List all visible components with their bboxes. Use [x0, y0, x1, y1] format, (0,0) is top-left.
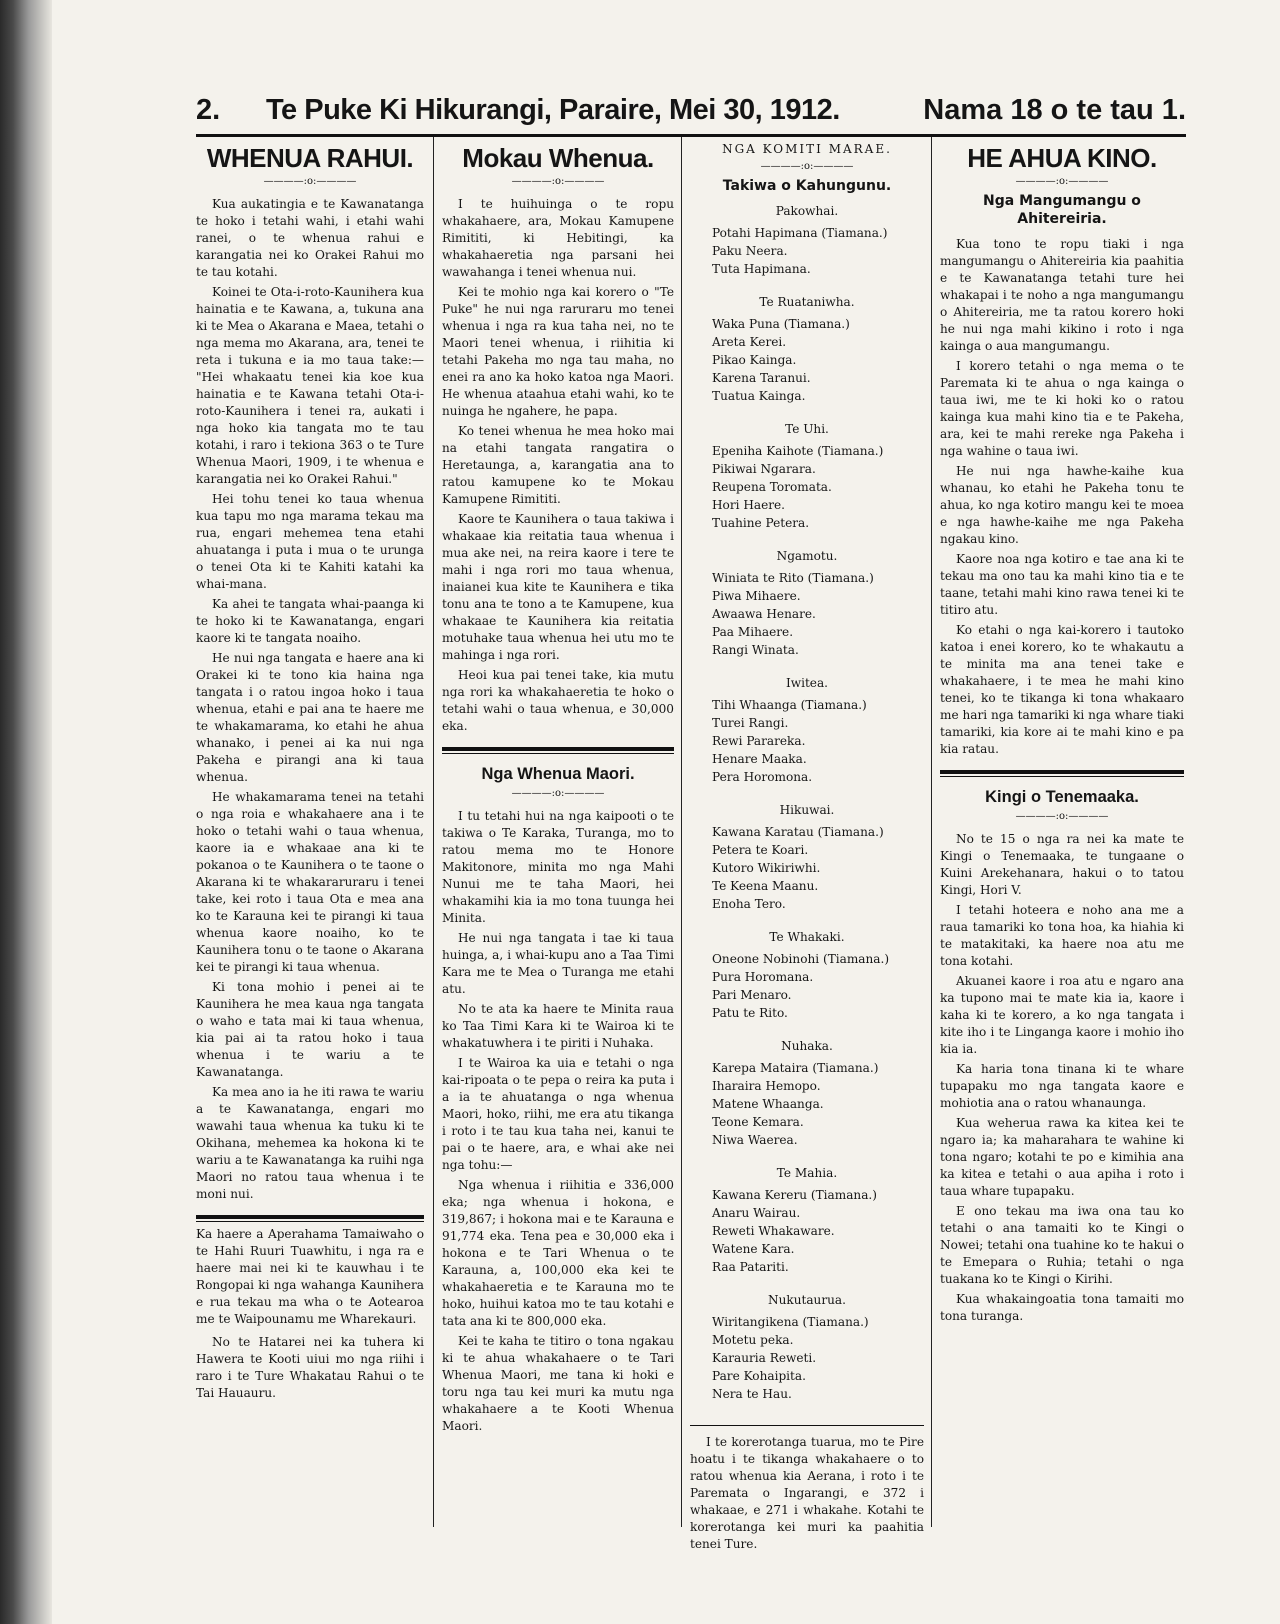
committee-member: Patu te Rito.	[712, 1006, 788, 1020]
committee-name: Te Mahia.	[776, 1166, 838, 1180]
separator: ————:o:————	[1015, 811, 1109, 822]
committee-member: Reupena Toromata.	[712, 480, 832, 494]
article-heading: Nga Whenua Maori.	[481, 765, 635, 783]
article-paragraph: Kua whakaingoatia tona tamaiti mo tona turanga.	[940, 1292, 1184, 1323]
committee-list	[690, 203, 924, 1413]
column-he-ahua-kino	[940, 137, 1184, 1328]
committee-name: Ngamotu.	[776, 549, 838, 563]
committee-member: Niwa Waerea.	[712, 1133, 798, 1147]
committee-name: Pakowhai.	[775, 204, 839, 218]
committee-member: Kawana Kereru (Tiamana.)	[712, 1188, 877, 1202]
committee-name: Hikuwai.	[779, 803, 835, 817]
separator: ————:o:————	[511, 788, 605, 799]
spacer	[690, 1022, 924, 1032]
committee-members	[690, 950, 924, 1022]
column-komiti-marae	[690, 137, 924, 1556]
committee-member: Pikao Kainga.	[712, 353, 797, 367]
spacer	[690, 913, 924, 923]
article-paragraph: Hei tohu tenei ko taua whenua kua tapu mo nga marama tekau ma rua, engari mehemea tena etahi ahuatanga i puta i mua o te urunga o tenei Ota ki te Kahiti katahi ka whai-mana.	[196, 492, 424, 591]
article-body	[442, 808, 674, 1435]
spacer	[690, 659, 924, 669]
committee-member: Matene Whaanga.	[712, 1097, 824, 1111]
spacer	[690, 532, 924, 542]
rule	[196, 1215, 424, 1222]
committee-member: Kawana Karatau (Tiamana.)	[712, 825, 884, 839]
rule	[442, 747, 674, 754]
committee-name: Te Ruataniwha.	[759, 295, 855, 309]
committee-member: Epeniha Kaihote (Tiamana.)	[712, 444, 884, 458]
columns	[196, 137, 1186, 1551]
article-body	[940, 831, 1184, 1325]
page-number: 2.	[196, 94, 221, 126]
article-heading: HE AHUA KINO.	[967, 143, 1157, 173]
committee-members	[690, 1059, 924, 1149]
article-paragraph: I te Wairoa ka uia e tetahi o nga kai-ripoata o te pepa o reira ka puta i a ia te ahuatanga o nga whenua Maori, hoko, riihi, me era atu tikanga i roto i te tau kua taha nei, kanui te pai o te haere, ara, e whai ake nei nga tohu:—	[442, 1056, 674, 1172]
article-paragraph: I korero tetahi o nga mema o te Paremata ki te ahua o nga kainga o taua iwi, me te ki hoki ko o ratou kainga kua mahi kino tia e te Pakeha, ara, kei te mahi rereke nga Pakeha i nga wahine o taua iwi.	[940, 359, 1184, 458]
article-paragraph: No te ata ka haere te Minita raua ko Taa Timi Kara ki te Wairoa ki te whakatuwhera i te piriti i Nuhaka.	[442, 1002, 674, 1050]
column-divider	[681, 137, 682, 1527]
separator: ————:o:————	[263, 176, 357, 187]
committee-member: Rangi Winata.	[712, 643, 799, 657]
committee-members	[690, 1313, 924, 1403]
article-paragraph: Ki tona mohio i penei ai te Kaunihera he mea kaua nga tangata o waho e tata mai ki taua whenua, kia pai ai ta ratou hoko i taua whenua i te wariu a te Kawanatanga.	[196, 980, 424, 1079]
article-body	[196, 196, 424, 1203]
committee-member: Te Keena Maanu.	[712, 879, 819, 893]
committee-member: Waka Puna (Tiamana.)	[712, 317, 850, 331]
committee-member: Karepa Mataira (Tiamana.)	[712, 1061, 879, 1075]
notice-paragraph: No te Hatarei nei ka tuhera ki Hawera te Kooti uiui mo nga riihi i raro i te Ture Whakatau Rahui o te Tai Hauauru.	[196, 1335, 424, 1400]
article-paragraph: I tu tetahi hui na nga kaipooti o te takiwa o Te Karaka, Turanga, mo to ratou mema mo te Honore Makitonore, minita mo nga Mahi Nunui me te taha Maori, hei whakamihi kia ia mo tona tuunga hei Minita.	[442, 809, 674, 925]
separator: ————:o:————	[1015, 176, 1109, 187]
committee-members	[690, 696, 924, 786]
article-heading: Kingi o Tenemaaka.	[985, 788, 1139, 806]
committee-member: Wiritangikena (Tiamana.)	[712, 1315, 869, 1329]
committee-name: Te Whakaki.	[769, 930, 845, 944]
article-paragraph: Kua weherua rawa ka kitea kei te ngaro ia; ka maharahara te wahine ki tona ngaro; kotahi te po e kimihia ana ka kitea e tetahi o aua apiha i roto i taua whare tupapaku.	[940, 1116, 1184, 1198]
article-paragraph: Kaore noa nga kotiro e tae ana ki te tekau ma ono tau ka mahi kino tia e te taane, tetahi mahi kino rawa tenei ki te titiro atu.	[940, 552, 1184, 617]
committee-member: Teone Kemara.	[712, 1115, 804, 1129]
article-paragraph: Ka ahei te tangata whai-paanga ki te hoko ki te Kawanatanga, engari kaore ki te tangata noaiho.	[196, 597, 424, 645]
article-subheading: Nga Mangumangu o Ahitereiria.	[983, 193, 1141, 227]
column-whenua-rahui	[196, 137, 424, 1405]
spacer	[690, 1276, 924, 1286]
article-paragraph: He nui nga hawhe-kaihe kua whanau, ko etahi he Pakeha tonu te ahua, ko nga kotiro mangu kei te moea e nga hawhe-kaihe me nga Pakeha ngakau kino.	[940, 464, 1184, 546]
committee-member: Karauria Reweti.	[712, 1351, 817, 1365]
committee-members	[690, 442, 924, 532]
committee-name: Iwitea.	[785, 676, 829, 690]
committee-member: Anaru Wairau.	[712, 1206, 801, 1220]
committee-member: Karena Taranui.	[712, 371, 811, 385]
committee-member: Pare Kohaipita.	[712, 1369, 806, 1383]
article-paragraph: Akuanei kaore i roa atu e ngaro ana ka tupono mai te mate kia ia, kaore i kaha ki te korero, a ko nga tangata i kite iho i te Linganga kaore i mohio iho kia ia.	[940, 974, 1184, 1056]
article-body	[940, 236, 1184, 758]
article-paragraph: Kaore te Kaunihera o taua takiwa i whakaae kia reitatia taua whenua i mua ake nei, na reira kaore i tere te mahi i nga rori mo taua whenua, inaianei kua kite te Kaunihera e tika tonu ana te tono a te Kamupene, kua whakaae te Kaunihera kia reitatia motuhake taua whenua hei utu mo te mahinga i nga rori.	[442, 512, 674, 662]
committee-members	[690, 315, 924, 405]
committee-name: Nuhaka.	[781, 1039, 833, 1053]
committee-member: Paku Neera.	[712, 244, 788, 258]
article-heading: NGA KOMITI MARAE.	[722, 142, 892, 156]
committee-members	[690, 1186, 924, 1276]
committee-member: Pari Menaro.	[712, 988, 792, 1002]
spacer	[690, 278, 924, 288]
committee-name: Nukutaurua.	[768, 1293, 846, 1307]
article-paragraph: He whakamarama tenei na tetahi o nga roia e whakahaere ana i te hoko o tetahi wahi o taua whenua, kaore ia e whakaae ana ki te pokanoa o te Kaunihera o te taone o Akarana ki te whakararuraru i tenei take, kei roto i taua Ota e mea ana ko te Karauna kei te pirangi ki taua whenua kaore noaiho, ko te Kaunihera tonu o te taone o Akarana kei te pirangi ki taua whenua.	[196, 790, 424, 974]
committee-member: Enoha Tero.	[712, 897, 786, 911]
notice-paragraph: Ka haere a Aperahama Tamaiwaho o te Hahi Ruuri Tuawhitu, i nga ra e haere mai nei ki te kauwhau i te Rongopai ki nga wahanga Kaunihera e rua tekau ma wha o te Aotearoa me te Waipounamu me Wharekauri.	[196, 1227, 424, 1326]
committee-members	[690, 823, 924, 913]
article-paragraph: No te 15 o nga ra nei ka mate te Kingi o Tenemaaka, te tungaane o Kuini Arekehanara, hakui o to tatou Kingi, Hori V.	[940, 832, 1184, 897]
article-paragraph: Kua tono te ropu tiaki i nga mangumangu o Ahitereiria kia paahitia e te Kawanatanga tetahi ture hei whakapai i te noho a nga mangumangu o Ahitereiria, me ta ratou korero hoki he nui nga mahi kikino i roto i nga kainga o aua mangumangu.	[940, 237, 1184, 353]
separator: ————:o:————	[760, 161, 854, 172]
committee-member: Potahi Hapimana (Tiamana.)	[712, 226, 888, 240]
committee-member: Iharaira Hemopo.	[712, 1079, 821, 1093]
article-paragraph: I tetahi hoteera e noho ana me a raua tamariki ko tona hoa, ka hiahia ki te matakitaki, ka haere noa atu me tona kotahi.	[940, 903, 1184, 968]
committee-member: Areta Kerei.	[712, 335, 787, 349]
article-body	[442, 196, 674, 735]
article-paragraph: Kei te kaha te titiro o tona ngakau ki te ahua whakahaere o te Tari Whenua Maori, me tana ki hoki e toru nga tau kei muri ka mutu nga whakahaere a te Kooti Whenua Maori.	[442, 1334, 674, 1433]
committee-member: Watene Kara.	[712, 1242, 795, 1256]
column-divider	[931, 137, 932, 1527]
committee-member: Tuahine Petera.	[712, 516, 810, 530]
article-paragraph: I te huihuinga o te ropu whakahaere, ara, Mokau Kamupene Rimititi, ki Hebitingi, ka whakahaeretia nga parsani hei wawahanga i tenei whenua nui.	[442, 197, 674, 279]
article-paragraph: Koinei te Ota-i-roto-Kaunihera kua hainatia e te Kawana, a, tukuna ana ki te Mea o Akarana e Maea, tetahi o nga mema mo Akarana, ara, tenei te reta i tukuna e ia mo taua take:— "Hei whakaatu tenei kia koe kua hainatia e te Kawana tetahi Ota-i-roto-Kaunihera i tenei ra, aukati i nga hoko kia tangata mo te tau kotahi, i raro i tekiona 363 o te Ture Whenua Maori, 1909, i te whenua e karangatia nei ko Orakei Rahui."	[196, 285, 424, 486]
separator: ————:o:————	[511, 176, 605, 187]
column-mokau-whenua	[442, 137, 674, 1438]
article-paragraph: Ka mea ano ia he iti rawa te wariu a te Kawanatanga, engari mo wawahi taua whenua ka tuku ki te Okihana, mehemea ka hokona ki te wariu a te Kawanatanga ka ruihi nga Maori no ratou taua whenua i te moni nui.	[196, 1085, 424, 1201]
article-paragraph: He nui nga tangata i tae ki taua huinga, a, i whai-kupu ano a Taa Timi Kara me te Mea o Turanga me etahi atu.	[442, 931, 674, 996]
committee-member: Henare Maaka.	[712, 752, 807, 766]
committee-member: Raa Patariti.	[712, 1260, 789, 1274]
committee-member: Paa Mihaere.	[712, 625, 794, 639]
committee-member: Turei Rangi.	[712, 716, 789, 730]
committee-member: Hori Haere.	[712, 498, 786, 512]
article-paragraph: Nga whenua i riihitia e 336,000 eka; nga whenua i hokona, e 319,867; i hokona mai e te Karauna e 91,774 eka. Tena pea e 30,000 eka i hokona e te Tari Whenua o te Karauna, a, 100,000 eka kei te whakahaeretia e te Karauna mo te hoko, huihui katoa mo te tau kotahi e tata ana ki te 800,000 eka.	[442, 1178, 674, 1328]
committee-member: Oneone Nobinohi (Tiamana.)	[712, 952, 890, 966]
committee-member: Nera te Hau.	[712, 1387, 792, 1401]
spacer	[690, 1403, 924, 1413]
committee-members	[690, 224, 924, 278]
committee-member: Reweti Whakaware.	[712, 1224, 835, 1238]
newspaper-title: Te Puke Ki Hikurangi, Paraire, Mei 30, 1912.	[266, 94, 840, 126]
article-paragraph: Ko etahi o nga kai-korero i tautoko katoa i enei korero, ko te whakautu a te minita ma ana tenei take e whakahaere, i te mea he mahi kino tenei, ko te tikanga ki tona whakaaro me hari nga tamariki ki nga whare tiaki tamariki, kia kore ai te mahi kino e pa kia ratau.	[940, 623, 1184, 756]
article-paragraph: He nui nga tangata e haere ana ki Orakei ki te tono kia haina nga tangata i o ratou ingoa hoko i taua whenua, etahi e pai ana te haere me te whakamarama, ko etahi he ahua whanako, i penei ai ka nui nga Pakeha e pirangi ana ki taua whenua.	[196, 651, 424, 784]
newspaper-page	[196, 88, 1186, 1551]
article-paragraph: Ko tenei whenua he mea hoko mai na etahi tangata rangatira o Heretaunga, a, karangatia ana to ratou kamupene ko te Mokau Kamupene Rimititi.	[442, 424, 674, 506]
column-divider	[433, 137, 434, 1527]
committee-member: Tuta Hapimana.	[712, 262, 811, 276]
article-paragraph: Kei te mohio nga kai korero o "Te Puke" he nui nga raruraru mo tenei whenua i nga ra kua taha nei, no te Maori tenei whenua, i riihitia ki tetahi Pakeha mo nga tau maha, no enei ra ano ka hoko katoa nga Maori. He whenua ataahua etahi wahi, ko te nuinga he ngahere, he papa.	[442, 285, 674, 418]
committee-member: Tuatua Kainga.	[712, 389, 806, 403]
article-heading: WHENUA RAHUI.	[206, 143, 414, 173]
spacer	[690, 786, 924, 796]
committee-members	[690, 569, 924, 659]
article-paragraph: Ka haria tona tinana ki te whare tupapaku mo nga tangata kaore e mohiotia ana o ratou whanaunga.	[940, 1062, 1184, 1110]
rule	[690, 1425, 924, 1426]
committee-member: Pikiwai Ngarara.	[712, 462, 816, 476]
committee-member: Tihi Whaanga (Tiamana.)	[712, 698, 867, 712]
committee-member: Pura Horomana.	[712, 970, 814, 984]
committee-member: Winiata te Rito (Tiamana.)	[712, 571, 874, 585]
committee-member: Kutoro Wikiriwhi.	[712, 861, 821, 875]
committee-member: Motetu peka.	[712, 1333, 794, 1347]
spacer	[690, 405, 924, 415]
article-subheading: Takiwa o Kahungunu.	[722, 178, 892, 194]
article-heading: Mokau Whenua.	[462, 143, 654, 173]
article-paragraph: Kua aukatingia e te Kawanatanga te hoko i tetahi wahi, i etahi wahi ranei, o te whenua rahui e karangatia nei ko Orakei Rahui mo te tau kotahi.	[196, 197, 424, 279]
rule	[940, 770, 1184, 777]
article-paragraph: Heoi kua pai tenei take, kia mutu nga rori ka whakahaeretia te hoko o tetahi wahi o taua whenua, e 30,000 eka.	[442, 668, 674, 733]
committee-member: Piwa Mihaere.	[712, 589, 801, 603]
committee-member: Petera te Koari.	[712, 843, 809, 857]
masthead	[196, 88, 1186, 134]
issue-number: Nama 18 o te tau 1.	[923, 94, 1186, 126]
spacer	[690, 1149, 924, 1159]
notice-paragraph: I te korerotanga tuarua, mo te Pire hoatu i te tikanga whakahaere o to ratou whenua kia Aerana, i roto i te Paremata o Ingarangi, e 372 i whakaae, e 271 i whakahe. Kotahi te korerotanga kei muri ka paahitia tenei Ture.	[690, 1435, 924, 1551]
page-binding-shadow	[0, 0, 52, 1624]
committee-member: Pera Horomona.	[712, 770, 813, 784]
committee-name: Te Uhi.	[785, 422, 829, 436]
committee-member: Rewi Parareka.	[712, 734, 806, 748]
committee-member: Awaawa Henare.	[712, 607, 816, 621]
article-paragraph: E ono tekau ma iwa ona tau ko tetahi o ana tamaiti ko te Kingi o Nowei; tetahi ona tuahine ko te hakui o te Emepara o Ruhia; tetahi o nga tuakana ko te Kingi o Kirihi.	[940, 1204, 1184, 1286]
